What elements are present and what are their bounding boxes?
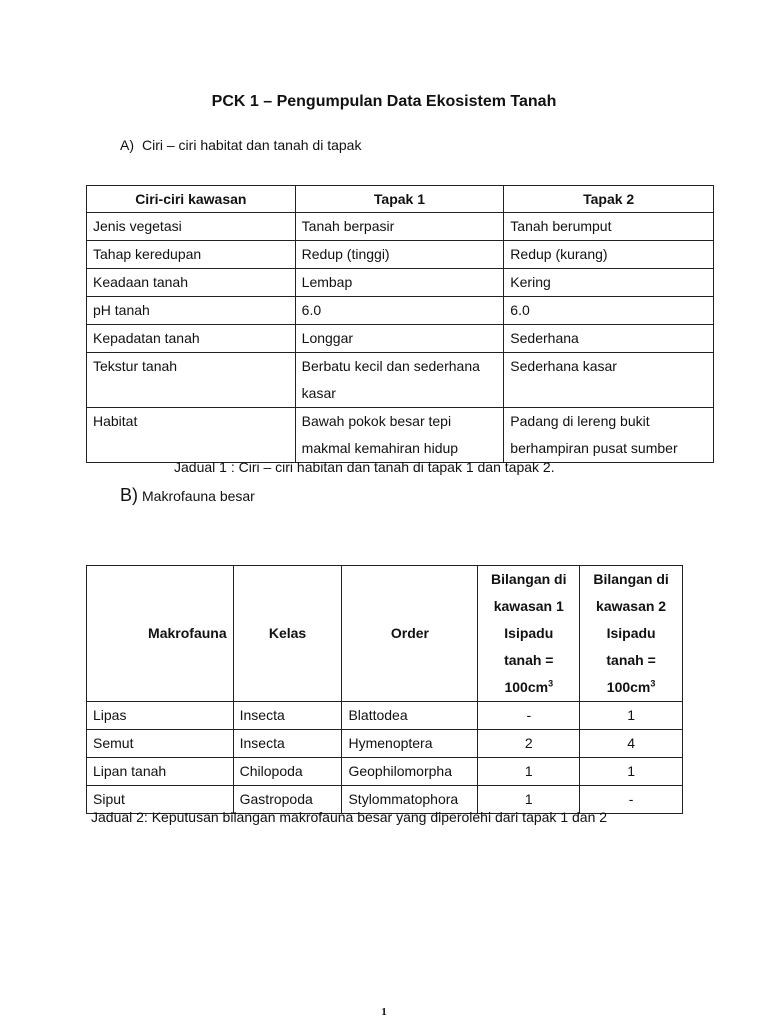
superscript: 3 [650, 678, 656, 689]
table-cell: Chilopoda [233, 758, 342, 786]
section-a-heading [120, 137, 361, 153]
table-cell: Habitat [87, 408, 296, 463]
table-cell: Hymenoptera [342, 730, 478, 758]
header-line: kawasan 1 [493, 598, 564, 614]
table-cell: Redup (tinggi) [295, 241, 504, 269]
table-cell: 1 [478, 786, 580, 814]
header-cell: Ciri-ciri kawasan [87, 186, 296, 213]
table-row [87, 297, 714, 325]
header-cell: Tapak 1 [295, 186, 504, 213]
document-title: PCK 1 – Pengumpulan Data Ekosistem Tanah [211, 93, 557, 110]
table-row [87, 758, 683, 786]
table-cell: Tahap keredupan [87, 241, 296, 269]
table-cell: Blattodea [342, 702, 478, 730]
section-b-letter: B) [120, 485, 138, 505]
header-line: tanah = [606, 652, 656, 668]
header-line [586, 674, 676, 701]
header-line: Isipadu [504, 625, 554, 641]
table-cell: 6.0 [504, 297, 714, 325]
section-a-letter: A) [120, 137, 134, 153]
table-row [87, 325, 714, 353]
section-b-label: Makrofauna besar [142, 488, 255, 504]
table2-caption: Jadual 2: Keputusan bilangan makrofauna besar yang diperolehi dari tapak 1 dan 2 [91, 809, 608, 825]
table-cell: 1 [580, 758, 683, 786]
header-order: Order [342, 566, 478, 702]
table-cell: Tanah berumput [504, 213, 714, 241]
table-row [87, 730, 683, 758]
table-cell: Bawah pokok besar tepi makmal kemahiran hidup [295, 408, 504, 463]
table-cell: Kepadatan tanah [87, 325, 296, 353]
table-cell: Sederhana [504, 325, 714, 353]
table-cell: Keadaan tanah [87, 269, 296, 297]
table-cell: Stylommatophora [342, 786, 478, 814]
makrofauna-table [86, 565, 683, 814]
table-cell: Siput [87, 786, 234, 814]
table-cell: Geophilomorpha [342, 758, 478, 786]
header-makrofauna: Makrofauna [87, 566, 234, 702]
table-row [87, 269, 714, 297]
table-cell: 1 [580, 702, 683, 730]
table-cell: Longgar [295, 325, 504, 353]
table-cell: Semut [87, 730, 234, 758]
table-cell: Berbatu kecil dan sederhana kasar [295, 353, 504, 408]
table-cell: Insecta [233, 702, 342, 730]
table-cell: Sederhana kasar [504, 353, 714, 408]
table-header-row [87, 566, 683, 702]
table-cell: 6.0 [295, 297, 504, 325]
header-line [484, 674, 573, 701]
header-line: Bilangan di [593, 571, 669, 587]
header-kelas: Kelas [233, 566, 342, 702]
table-cell: Tekstur tanah [87, 353, 296, 408]
header-line: Isipadu [606, 625, 656, 641]
header-line: kawasan 2 [596, 598, 667, 614]
table1-caption: Jadual 1 : Ciri – ciri habitan dan tanah di tapak 1 dan tapak 2. [174, 459, 555, 475]
header-line: Bilangan di [491, 571, 567, 587]
header-line: tanah = [504, 652, 554, 668]
table-cell: Kering [504, 269, 714, 297]
section-b-heading [120, 485, 255, 506]
table-cell: Lembap [295, 269, 504, 297]
header-kawasan-2 [580, 566, 683, 702]
table-cell: 4 [580, 730, 683, 758]
habitat-table [86, 185, 714, 463]
header-kawasan-1 [478, 566, 580, 702]
table-cell: - [478, 702, 580, 730]
table-row [87, 353, 714, 408]
table-cell: Redup (kurang) [504, 241, 714, 269]
table-cell: Lipas [87, 702, 234, 730]
superscript: 3 [548, 678, 554, 689]
table-cell: - [580, 786, 683, 814]
table-row [87, 408, 714, 463]
table-row [87, 702, 683, 730]
table-cell: 2 [478, 730, 580, 758]
table-cell: Lipan tanah [87, 758, 234, 786]
table-cell: Insecta [233, 730, 342, 758]
table-cell: Jenis vegetasi [87, 213, 296, 241]
table-cell: Padang di lereng bukit berhampiran pusat sumber [504, 408, 714, 463]
table-row [87, 241, 714, 269]
section-a-label: Ciri – ciri habitat dan tanah di tapak [142, 137, 362, 153]
table-cell: 1 [478, 758, 580, 786]
header-unit: 100cm [504, 679, 549, 695]
header-cell: Tapak 2 [504, 186, 714, 213]
table-header-row [87, 186, 714, 213]
header-unit: 100cm [606, 679, 651, 695]
table-cell: pH tanah [87, 297, 296, 325]
table-cell: Gastropoda [233, 786, 342, 814]
page-number: 1 [381, 1006, 387, 1018]
table-cell: Tanah berpasir [295, 213, 504, 241]
table-row [87, 213, 714, 241]
